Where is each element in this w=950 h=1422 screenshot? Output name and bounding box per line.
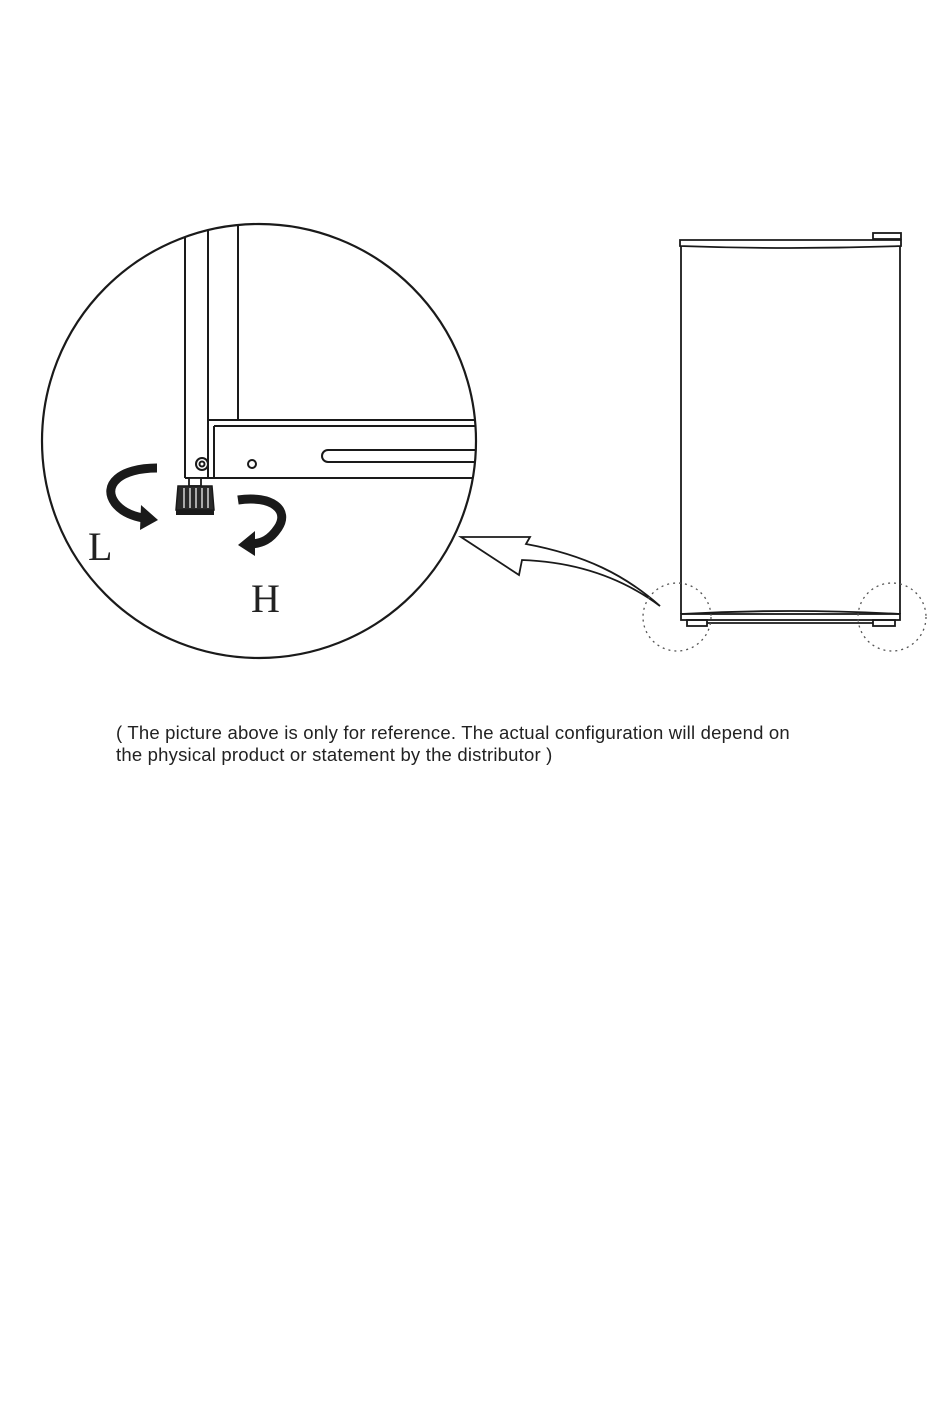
rotate-right-arrow-icon (238, 499, 282, 556)
leveling-feet-diagram (0, 0, 950, 700)
corner-screw (196, 458, 208, 470)
rotate-left-arrow-icon (111, 468, 158, 530)
zoom-detail (42, 224, 492, 658)
cabinet-side-panel (185, 225, 238, 478)
foot-highlight-circles (643, 583, 926, 651)
fridge-top (680, 240, 901, 248)
adjustable-foot (176, 478, 214, 515)
label-low: L (88, 524, 113, 569)
caption-line-1: ( The picture above is only for reference. The actual configuration will depend on (116, 722, 790, 743)
rail-hole (248, 460, 256, 468)
label-high: H (251, 576, 280, 621)
reference-caption (116, 722, 876, 766)
caption-line-2: the physical product or statement by the distributor ) (116, 744, 553, 765)
right-foot-highlight (858, 583, 926, 651)
refrigerator (680, 233, 901, 626)
rail-slot (322, 450, 492, 462)
bottom-rail (208, 420, 492, 478)
left-foot-highlight (643, 583, 711, 651)
pointer-arrow (461, 537, 660, 606)
fridge-top-hinge (873, 233, 901, 239)
